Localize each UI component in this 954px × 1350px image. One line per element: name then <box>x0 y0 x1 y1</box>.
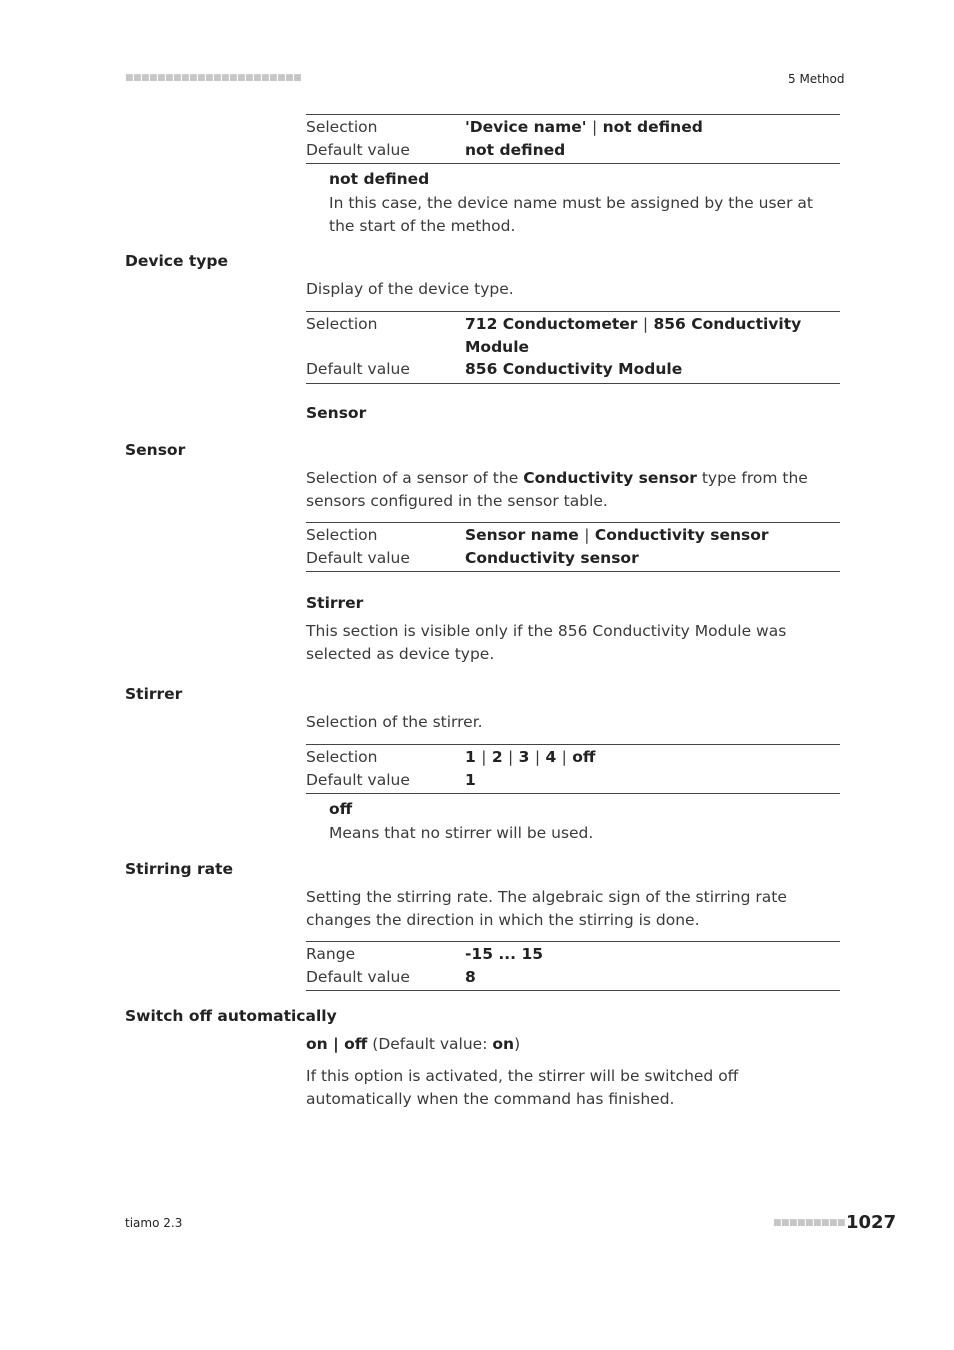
subsection-description: This section is visible only if the 856 Conductivity Module was selected as device type. <box>306 622 787 663</box>
section-title-stirrer: Stirrer <box>125 685 183 703</box>
param-row <box>306 313 840 358</box>
param-label: Default value <box>306 140 410 159</box>
param-label: Selection <box>306 118 378 136</box>
param-row <box>306 139 840 162</box>
value-separator: | <box>584 526 590 544</box>
param-value: Sensor name | Conductivity sensor <box>465 526 769 544</box>
param-value: 'Device name' | not defined <box>465 118 703 136</box>
param-value: 1 <box>465 770 476 789</box>
desc-text: Selection of a sensor of the <box>306 469 524 487</box>
page-number: 1027 <box>846 1212 897 1233</box>
param-row <box>306 547 840 570</box>
definition-description: In this case, the device name must be assigned by the user at the start of the method. <box>329 194 813 235</box>
subsection-heading-stirrer: Stirrer <box>306 594 364 612</box>
footer-decoration-dots: ■■■■■■■■■ <box>773 1218 846 1228</box>
subsection-heading-sensor: Sensor <box>306 404 367 422</box>
option-values <box>306 1033 840 1056</box>
param-label: Range <box>306 945 356 963</box>
section-description <box>306 467 840 512</box>
param-value: 8 <box>465 967 476 986</box>
option-default-value: on <box>492 1035 515 1053</box>
desc-emphasis: Conductivity sensor <box>523 469 697 487</box>
stirrer-param-table <box>306 744 840 794</box>
param-row <box>306 358 840 381</box>
param-label: Default value <box>306 967 410 986</box>
param-label: Selection <box>306 315 378 333</box>
section-title-stirring-rate: Stirring rate <box>125 860 234 878</box>
param-value: not defined <box>465 140 566 159</box>
param-row <box>306 966 840 989</box>
section-title-device-type: Device type <box>125 252 229 270</box>
desc-text: type from the sensors configured in the sensor table. <box>306 469 808 510</box>
section-description: Display of the device type. <box>306 280 514 298</box>
section-description: If this option is activated, the stirrer will be switched off automatically when the command has finished. <box>306 1067 739 1108</box>
stirring-rate-param-table <box>306 941 840 991</box>
value-separator: | <box>534 748 541 766</box>
definition-description: Means that no stirrer will be used. <box>329 824 594 842</box>
param-row <box>306 116 840 139</box>
section-title-sensor: Sensor <box>125 441 186 459</box>
option-default-text: (Default value: <box>367 1035 493 1053</box>
param-value: 712 Conductometer | 856 Conductivity Module <box>465 315 802 356</box>
value-separator: | <box>561 748 567 766</box>
param-row <box>306 524 840 547</box>
chapter-label: 5 Method <box>788 72 845 86</box>
param-label: Selection <box>306 526 378 544</box>
footer-product-version: tiamo 2.3 <box>125 1216 183 1230</box>
value-separator: | <box>481 748 487 766</box>
param-label: Default value <box>306 770 410 789</box>
definition-term: off <box>329 800 353 818</box>
param-label: Selection <box>306 748 378 766</box>
option-list: on | off <box>306 1035 368 1053</box>
value-separator: | <box>508 748 514 766</box>
section-description: Setting the stirring rate. The algebraic sign of the stirring rate changes the direction in which the stirring is done. <box>306 888 787 929</box>
sensor-param-table <box>306 522 840 572</box>
device-type-param-table <box>306 311 840 384</box>
value-separator: | <box>642 315 649 333</box>
header-decoration-dots: ■■■■■■■■■■■■■■■■■■■■■■ <box>125 73 302 83</box>
param-value: -15 ... 15 <box>465 945 544 963</box>
param-value: 856 Conductivity Module <box>465 360 683 378</box>
device-name-param-table <box>306 114 840 164</box>
definition-term: not defined <box>329 170 430 188</box>
section-title-switch-off: Switch off automatically <box>125 1007 337 1025</box>
param-label: Default value <box>306 360 410 378</box>
param-row <box>306 943 840 966</box>
param-row <box>306 746 840 769</box>
param-row <box>306 769 840 792</box>
param-value: Conductivity sensor <box>465 548 639 567</box>
option-default-text: ) <box>514 1035 521 1053</box>
section-description: Selection of the stirrer. <box>306 713 483 731</box>
param-value: 1 | 2 | 3 | 4 | off <box>465 748 596 766</box>
param-label: Default value <box>306 548 410 567</box>
value-separator: | <box>591 118 598 136</box>
